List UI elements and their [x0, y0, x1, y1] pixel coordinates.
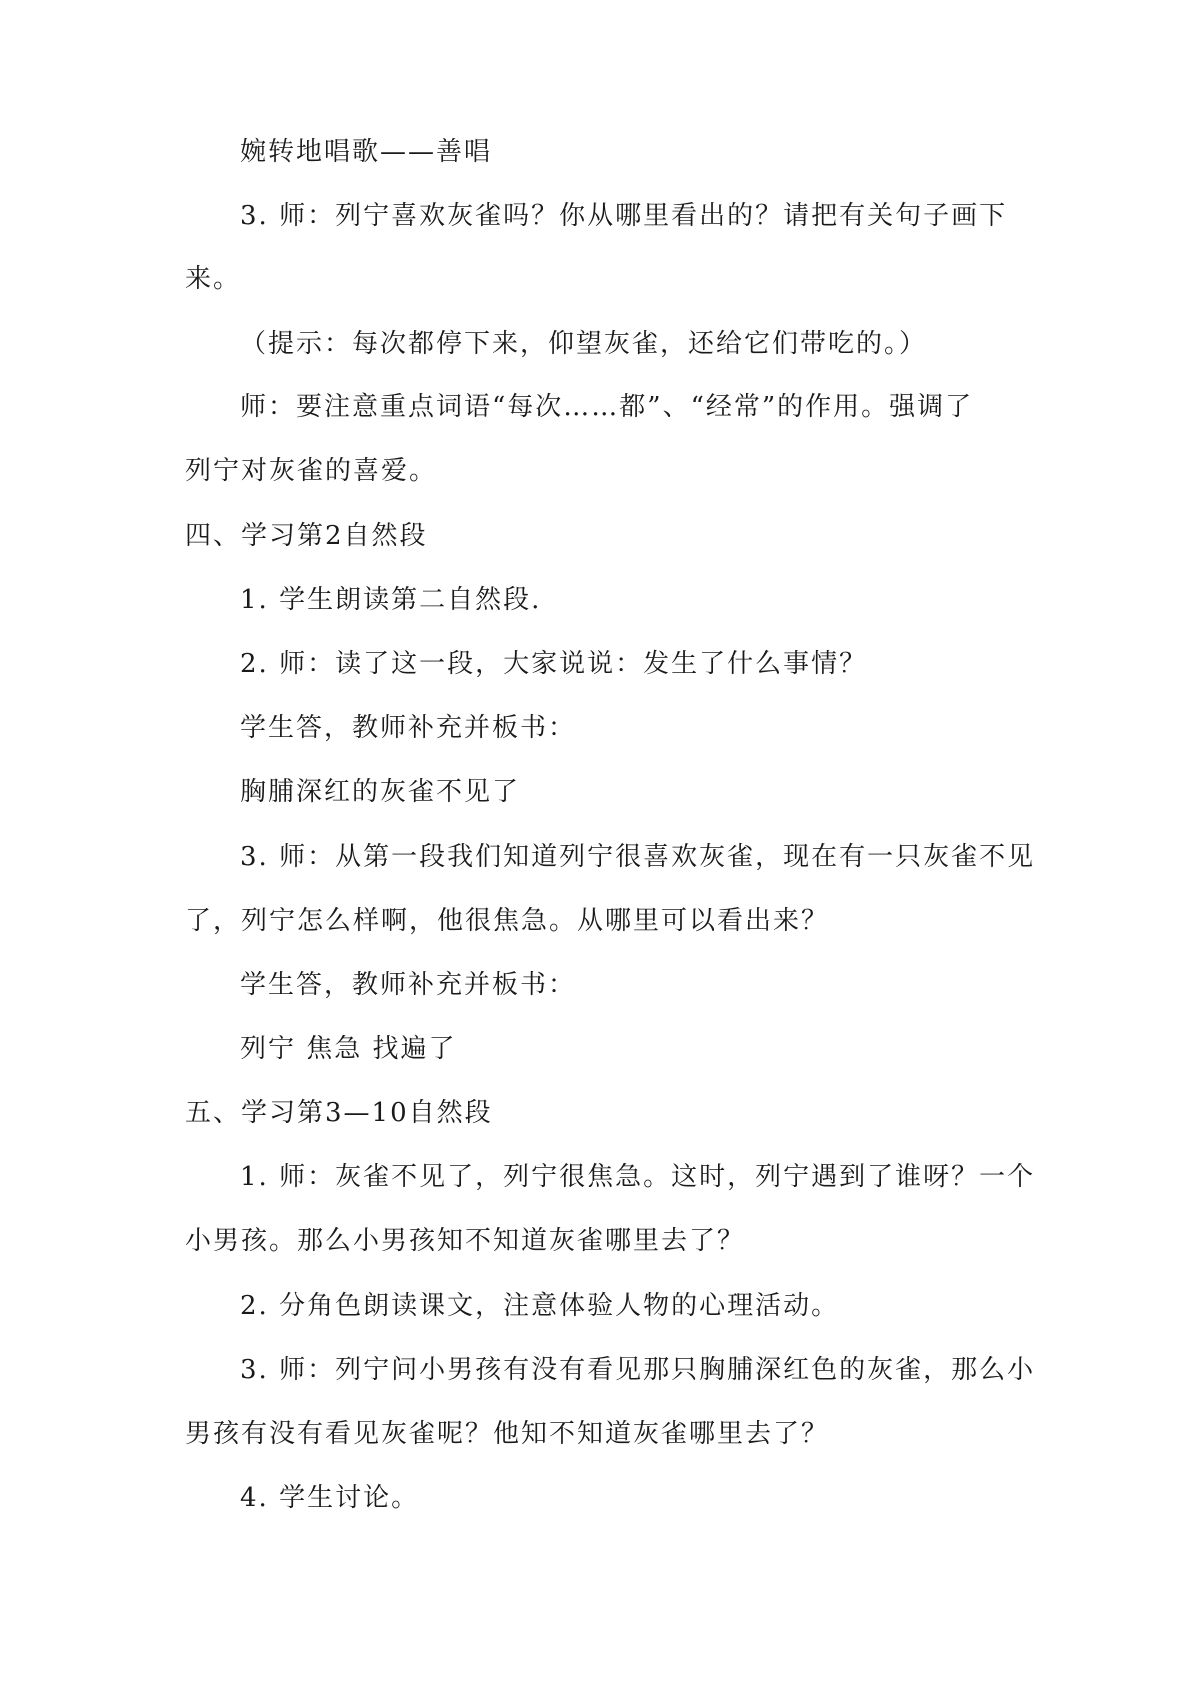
text-line: 来。 [185, 264, 242, 294]
text-line: 4. 学生讨论。 [240, 1483, 420, 1513]
section-heading: 五、学习第3—10自然段 [185, 1098, 493, 1128]
blackboard-text: 列宁 焦急 找遍了 [240, 1034, 457, 1064]
text-line: 学生答，教师补充并板书： [240, 970, 577, 1000]
text-line: 3. 师：列宁喜欢灰雀吗？你从哪里看出的？请把有关句子画下 [240, 201, 1008, 231]
blackboard-text: 胸脯深红的灰雀不见了 [240, 777, 521, 807]
text-line: 了，列宁怎么样啊，他很焦急。从哪里可以看出来？ [185, 906, 830, 936]
text-line: （提示：每次都停下来，仰望灰雀，还给它们带吃的。） [240, 329, 928, 359]
text-line: 3. 师：列宁问小男孩有没有看见那只胸脯深红色的灰雀，那么小 [240, 1355, 1036, 1385]
text-line: 3. 师：从第一段我们知道列宁很喜欢灰雀，现在有一只灰雀不见 [240, 842, 1036, 872]
text-line: 1. 学生朗读第二自然段. [240, 585, 542, 615]
text-line: 学生答，教师补充并板书： [240, 713, 577, 743]
text-line: 师：要注意重点词语“每次……都”、“经常”的作用。强调了 [240, 392, 974, 422]
text-line: 1. 师：灰雀不见了，列宁很焦急。这时，列宁遇到了谁呀？一个 [240, 1162, 1036, 1192]
text-line: 男孩有没有看见灰雀呢？他知不知道灰雀哪里去了？ [185, 1419, 830, 1449]
text-line: 2. 分角色朗读课文，注意体验人物的心理活动。 [240, 1291, 840, 1321]
text-line: 婉转地唱歌——善唱 [240, 137, 493, 167]
text-line: 2. 师：读了这一段，大家说说：发生了什么事情？ [240, 649, 868, 679]
text-line: 小男孩。那么小男孩知不知道灰雀哪里去了？ [185, 1226, 746, 1256]
text-line: 列宁对灰雀的喜爱。 [185, 456, 438, 486]
section-heading: 四、学习第2自然段 [185, 521, 428, 551]
